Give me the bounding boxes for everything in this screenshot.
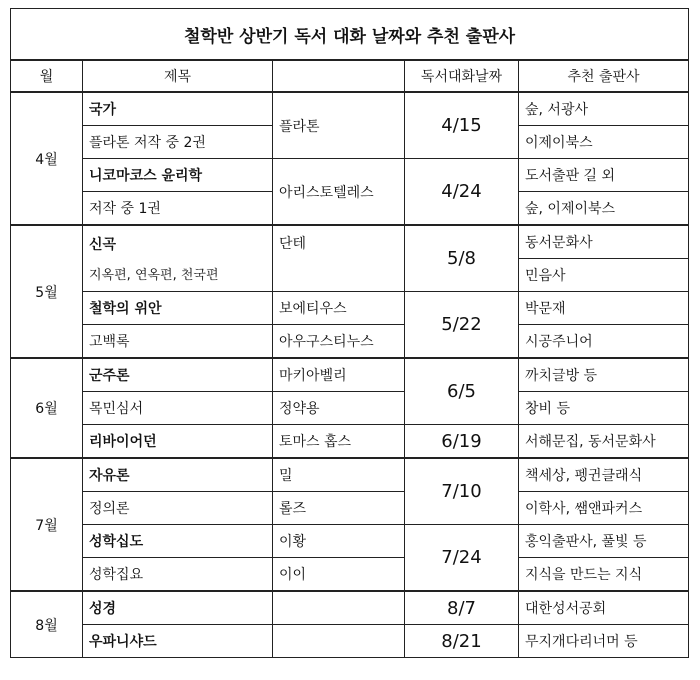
table-row [11,558,689,592]
book-author [273,591,405,625]
book-title: 목민심서 [83,392,273,425]
discussion-date: 8/7 [405,591,519,625]
table-row [11,625,689,658]
book-author: 롤즈 [273,492,405,525]
discussion-date: 4/24 [405,159,519,226]
publisher: 시공주니어 [519,325,689,359]
book-author: 플라톤 [273,92,405,159]
publisher: 책세상, 펭귄클래식 [519,458,689,492]
header-author [273,60,405,92]
table-row [11,525,689,558]
book-author: 아리스토텔레스 [273,159,405,226]
publisher: 홍익출판사, 풀빛 등 [519,525,689,558]
book-title: 성학십도 [83,525,273,558]
book-title-cell [83,225,273,292]
publisher: 박문재 [519,292,689,325]
publisher: 숲, 서광사 [519,92,689,126]
book-title: 우파니샤드 [83,625,273,658]
book-author: 토마스 홉스 [273,425,405,459]
month-june: 6월 [11,358,83,458]
book-author: 아우구스티누스 [273,325,405,359]
book-title: 신곡 [89,237,117,253]
discussion-date: 8/21 [405,625,519,658]
month-july: 7월 [11,458,83,591]
publisher: 도서출판 길 외 [519,159,689,192]
book-author: 밀 [273,458,405,492]
header-month: 월 [11,60,83,92]
table-row [11,458,689,492]
table-row [11,392,689,425]
book-author [273,625,405,658]
publisher: 대한성서공회 [519,591,689,625]
table-row [11,292,689,325]
table-row [11,159,689,192]
table-row [11,492,689,525]
book-author: 단테 [273,225,405,292]
month-april: 4월 [11,92,83,225]
table-row [11,358,689,392]
book-author: 이이 [273,558,405,592]
publisher: 이학사, 쌤앤파커스 [519,492,689,525]
book-author: 보에티우스 [273,292,405,325]
header-date: 독서대화날짜 [405,60,519,92]
header-publisher: 추천 출판사 [519,60,689,92]
publisher: 동서문화사 [519,225,689,259]
book-title: 군주론 [83,358,273,392]
discussion-date: 4/15 [405,92,519,159]
publisher: 창비 등 [519,392,689,425]
header-row [11,60,689,92]
book-title: 자유론 [83,458,273,492]
table-row [11,92,689,126]
table-row [11,225,689,259]
discussion-date: 7/24 [405,525,519,592]
discussion-date: 6/19 [405,425,519,459]
month-august: 8월 [11,591,83,658]
book-author: 이황 [273,525,405,558]
book-title: 성학집요 [83,558,273,592]
table-row [11,325,689,359]
book-title: 고백록 [83,325,273,359]
book-title: 성경 [83,591,273,625]
publisher: 까치글방 등 [519,358,689,392]
book-title: 철학의 위안 [83,292,273,325]
publisher: 숲, 이제이북스 [519,192,689,226]
publisher: 무지개다리너머 등 [519,625,689,658]
discussion-date: 6/5 [405,358,519,425]
discussion-date: 7/10 [405,458,519,525]
publisher: 서해문집, 동서문화사 [519,425,689,459]
table-row [11,591,689,625]
book-title: 리바이어던 [83,425,273,459]
book-title: 니코마코스 윤리학 [83,159,273,192]
book-subtitle: 지옥편, 연옥편, 천국편 [89,268,219,283]
discussion-date: 5/8 [405,225,519,292]
table-title: 철학반 상반기 독서 대화 날짜와 추천 출판사 [11,9,689,61]
book-author: 마키아벨리 [273,358,405,392]
header-title: 제목 [83,60,273,92]
reading-schedule-table [10,8,689,658]
book-title: 정의론 [83,492,273,525]
book-title: 저작 중 1권 [83,192,273,226]
discussion-date: 5/22 [405,292,519,359]
publisher: 이제이북스 [519,126,689,159]
month-may: 5월 [11,225,83,358]
publisher: 민음사 [519,259,689,292]
book-title: 플라톤 저작 중 2권 [83,126,273,159]
book-author: 정약용 [273,392,405,425]
publisher: 지식을 만드는 지식 [519,558,689,592]
table-row [11,425,689,459]
book-title: 국가 [83,92,273,126]
